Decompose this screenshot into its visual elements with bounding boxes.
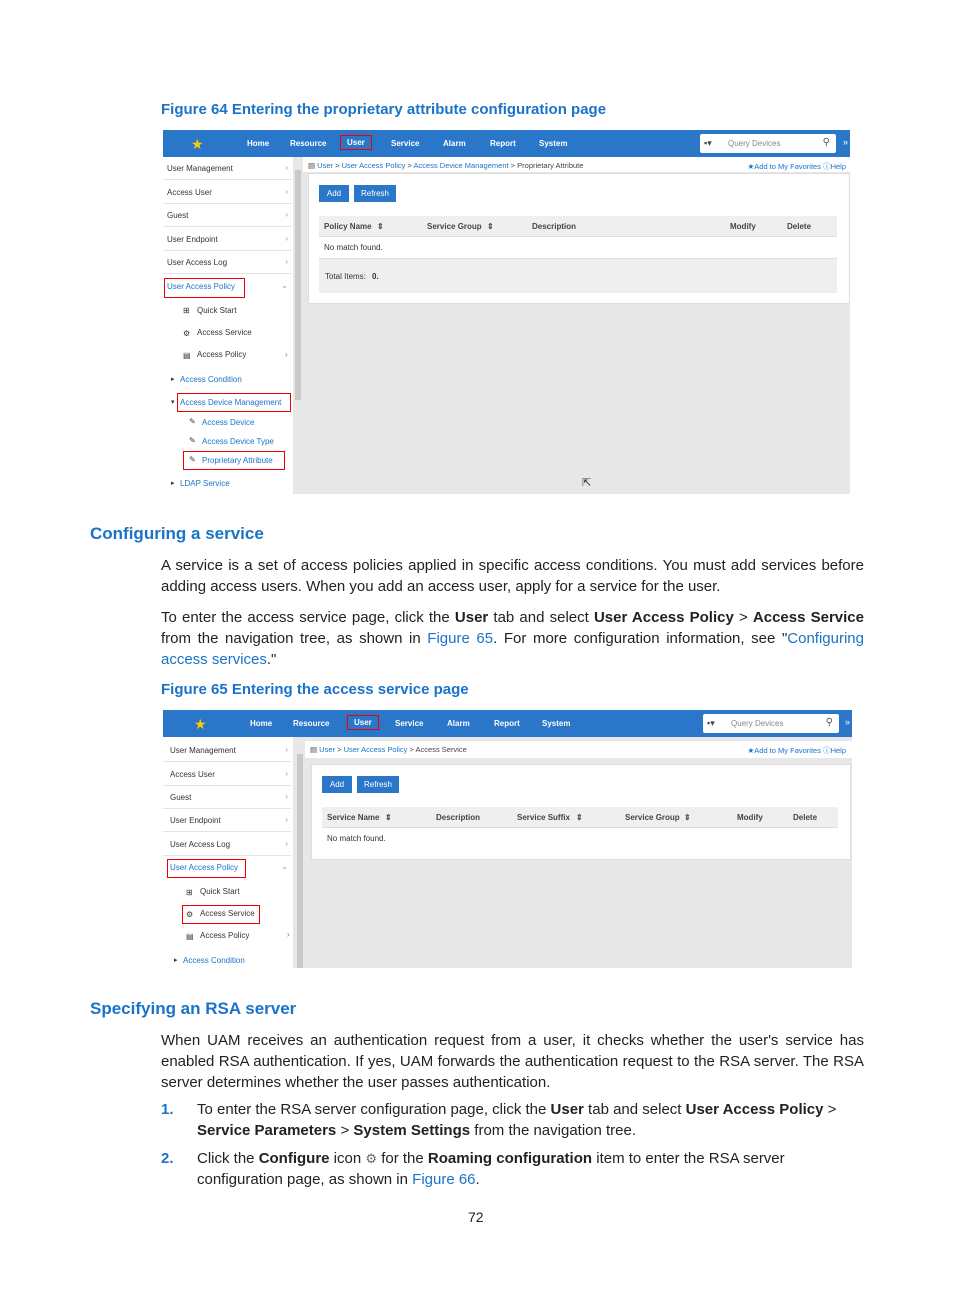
chevron-right-icon: › <box>285 745 288 754</box>
section-title-rsa-server: Specifying an RSA server <box>90 999 297 1018</box>
col-service-group[interactable]: Service Group <box>625 813 680 822</box>
chevron-right-icon: › <box>285 234 288 243</box>
tree-item-quick-start[interactable]: Quick Start <box>197 306 237 315</box>
text: from the navigation tree. <box>470 1122 637 1139</box>
chevron-right-icon: › <box>285 163 288 172</box>
query-devices-box[interactable] <box>703 714 839 733</box>
crumb-current: Proprietary Attribute <box>517 161 584 170</box>
sidebar <box>163 157 293 494</box>
access-service-icon: ⚙ <box>186 910 194 919</box>
figure-64-screenshot <box>163 130 850 494</box>
nav-resource[interactable]: Resource <box>290 139 327 148</box>
crumb-sep: > <box>337 745 342 754</box>
configure-gears-icon: ⚙ <box>365 1151 378 1166</box>
text: To enter the access service page, click the <box>161 609 455 626</box>
tree-item-access-condition[interactable]: Access Condition <box>180 375 242 384</box>
sort-icon[interactable]: ⇕ <box>385 813 392 822</box>
refresh-button[interactable]: Refresh <box>354 185 396 202</box>
tree-item-access-policy[interactable]: Access Policy <box>200 931 250 940</box>
device-filter-icon[interactable]: ▪▾ <box>704 138 712 148</box>
sidebar-label: Access User <box>167 188 212 197</box>
tree-item-quick-start[interactable]: Quick Start <box>200 887 240 896</box>
col-description: Description <box>436 813 481 822</box>
breadcrumb-bar <box>305 741 852 758</box>
nav-service[interactable]: Service <box>391 139 420 148</box>
device-filter-icon[interactable]: ▪▾ <box>707 718 715 728</box>
sidebar-item-user-access-log[interactable] <box>163 833 291 856</box>
add-favorites-link[interactable]: Add to My Favorites <box>754 746 821 755</box>
no-match-text: No match found. <box>324 243 383 252</box>
sidebar-label: Guest <box>167 211 189 220</box>
text: ." <box>266 651 277 668</box>
content-panel <box>311 764 851 860</box>
tree-item-proprietary-attribute[interactable]: Proprietary Attribute <box>202 456 273 465</box>
nav-user[interactable]: User <box>340 135 372 150</box>
figure-64-caption: Figure 64 Entering the proprietary attribute configuration page <box>161 101 607 118</box>
top-nav-bar <box>163 710 852 737</box>
no-match-text: No match found. <box>327 834 386 843</box>
tree-item-ldap-service[interactable]: LDAP Service <box>180 479 230 488</box>
chevron-right-icon: › <box>285 792 288 801</box>
crumb-user[interactable]: User <box>319 745 336 754</box>
crumb-sep: > <box>407 161 412 170</box>
nav-system[interactable]: System <box>542 719 571 728</box>
tree-item-access-device-type[interactable]: Access Device Type <box>202 437 274 446</box>
content-panel <box>308 173 850 304</box>
chevron-right-icon: › <box>287 930 290 939</box>
text: . <box>475 1171 480 1188</box>
access-policy-icon: ▤ <box>186 932 194 941</box>
tree-item-access-policy[interactable]: Access Policy <box>197 350 247 359</box>
add-button[interactable]: Add <box>319 185 349 202</box>
table-header <box>319 216 837 237</box>
nav-home[interactable]: Home <box>247 139 270 148</box>
paragraph-rsa-description: When UAM receives an authentication request from a user, it checks whether the user's service has enabled RSA authentication. If yes, UAM forwards the authentication request to the RSA server. The RSA server determines whether the user passes authentication. <box>161 1032 864 1091</box>
bold-text: User <box>454 609 489 626</box>
sidebar-label: User Access Log <box>170 840 231 849</box>
highlight-box <box>177 393 291 412</box>
quick-start-icon: ⊞ <box>183 306 190 315</box>
bold-text: Configure <box>258 1150 330 1167</box>
chevron-down-icon: ⌄ <box>281 281 288 290</box>
table-footer <box>319 258 837 293</box>
col-delete: Delete <box>793 813 818 822</box>
query-input[interactable]: Query Devices <box>728 139 781 148</box>
query-devices-box[interactable] <box>700 134 836 153</box>
tree-item-access-device[interactable]: Access Device <box>202 418 255 427</box>
breadcrumb <box>308 161 583 170</box>
chevron-down-icon: ⌄ <box>281 862 288 871</box>
highlight-box <box>183 451 285 470</box>
edit-icon: ✎ <box>189 455 196 464</box>
nav-home[interactable]: Home <box>250 719 273 728</box>
highlight-box <box>164 278 245 298</box>
sidebar-label: User Access Log <box>167 258 228 267</box>
text: tab and select <box>488 609 594 626</box>
crumb-user-access-policy[interactable]: User Access Policy <box>343 745 408 754</box>
nav-report[interactable]: Report <box>490 139 516 148</box>
chevron-right-icon: › <box>285 839 288 848</box>
col-policy-name[interactable]: Policy Name <box>324 222 372 231</box>
sidebar-label: User Endpoint <box>170 816 221 825</box>
add-favorites-link[interactable]: Add to My Favorites <box>754 162 821 171</box>
expand-icon[interactable]: » <box>842 137 848 147</box>
sidebar-scrollbar[interactable] <box>297 754 303 968</box>
sort-icon[interactable]: ⇕ <box>377 222 384 231</box>
nav-report[interactable]: Report <box>494 719 520 728</box>
bold-text: User Access Policy <box>685 1101 824 1118</box>
text: Click the <box>197 1150 259 1167</box>
text: > <box>823 1101 837 1118</box>
bold-text: User <box>550 1101 584 1118</box>
sidebar-label: User Endpoint <box>167 235 218 244</box>
chevron-right-icon: › <box>285 257 288 266</box>
star-icon[interactable]: ★ <box>191 136 204 152</box>
sidebar <box>163 737 293 968</box>
col-service-name[interactable]: Service Name <box>327 813 380 822</box>
quick-start-icon: ⊞ <box>186 888 193 897</box>
crumb-current: Access Service <box>415 745 467 754</box>
expand-arrow-icon[interactable]: ▸ <box>174 957 178 964</box>
sort-icon[interactable]: ⇕ <box>487 222 494 231</box>
paragraph-service-definition: A service is a set of access policies applied in specific access conditions. You must add services before adding access users. When you add an access user, apply for a service for the user. <box>161 557 864 595</box>
text: . For more configuration information, see " <box>493 630 788 647</box>
bold-text: System Settings <box>353 1122 471 1139</box>
chevron-right-icon: › <box>285 187 288 196</box>
add-button[interactable]: Add <box>322 776 352 793</box>
star-icon[interactable]: ★ <box>194 716 207 732</box>
expand-arrow-icon[interactable]: ▸ <box>171 480 175 487</box>
favorites-help <box>748 745 846 756</box>
text: item to enter the RSA server configuration page, as shown in <box>197 1150 785 1188</box>
link-figure-66[interactable]: Figure 66 <box>412 1171 476 1188</box>
bold-text: Service Parameters <box>197 1122 337 1139</box>
nav-user[interactable]: User <box>347 715 379 730</box>
step-1-number: 1. <box>161 1101 174 1118</box>
chevron-right-icon: › <box>285 769 288 778</box>
tree-item-access-service[interactable]: Access Service <box>200 909 255 918</box>
crumb-user-access-policy[interactable]: User Access Policy <box>341 161 406 170</box>
sidebar-label: User Management <box>170 746 236 755</box>
crumb-sep: > <box>335 161 340 170</box>
collapse-arrow-icon[interactable]: ▾ <box>171 399 175 406</box>
tree-item-access-condition[interactable]: Access Condition <box>183 956 245 965</box>
crumb-sep: > <box>409 745 414 754</box>
page-number: 72 <box>468 1209 484 1225</box>
sort-icon[interactable]: ⇕ <box>576 813 583 822</box>
step-2-number: 2. <box>161 1150 174 1167</box>
crumb-sep: > <box>510 161 516 170</box>
text: > <box>733 609 753 626</box>
search-icon[interactable]: ⚲ <box>822 137 830 148</box>
bold-text: User Access Policy <box>593 609 734 626</box>
sidebar-item-user-management[interactable] <box>163 157 291 180</box>
section-title-configuring-service: Configuring a service <box>90 524 264 543</box>
text: from the navigation tree, as shown in <box>161 630 428 647</box>
table-header <box>322 807 838 828</box>
total-items-value: 0. <box>372 272 379 281</box>
nav-alarm[interactable]: Alarm <box>447 719 470 728</box>
sidebar-item-guest[interactable] <box>163 786 291 809</box>
edit-icon: ✎ <box>189 417 196 426</box>
breadcrumb-icon: ▤ <box>308 161 318 170</box>
refresh-button[interactable]: Refresh <box>357 776 399 793</box>
access-policy-icon: ▤ <box>183 351 191 360</box>
sidebar-label: User Access Policy <box>170 863 239 872</box>
text: tab and select <box>583 1101 686 1118</box>
nav-system[interactable]: System <box>539 139 568 148</box>
sidebar-item-access-user[interactable] <box>163 763 291 786</box>
bold-text: Roaming configuration <box>427 1150 593 1167</box>
access-service-icon: ⚙ <box>183 329 191 338</box>
text: for the <box>377 1150 428 1167</box>
sidebar-item-user-endpoint[interactable] <box>163 809 291 832</box>
breadcrumb <box>310 745 467 754</box>
col-service-group[interactable]: Service Group <box>427 222 482 231</box>
help-icon: ⓘ <box>823 746 831 755</box>
crumb-access-device-management[interactable]: Access Device Management <box>413 161 509 170</box>
figure-65-caption: Figure 65 Entering the access service page <box>161 681 469 698</box>
nav-service[interactable]: Service <box>395 719 424 728</box>
highlight-box <box>182 905 260 924</box>
help-link[interactable]: Help <box>830 746 846 755</box>
query-input[interactable]: Query Devices <box>731 719 784 728</box>
breadcrumb-icon: ▤ <box>310 745 320 754</box>
highlight-box <box>167 859 246 878</box>
col-service-suffix[interactable]: Service Suffix <box>517 813 570 822</box>
link-figure-65[interactable]: Figure 65 <box>427 630 494 647</box>
chevron-right-icon: › <box>285 815 288 824</box>
help-icon: ⓘ <box>823 162 831 171</box>
sidebar-label: User Management <box>167 164 233 173</box>
expand-arrow-icon[interactable]: ▸ <box>171 376 175 383</box>
text: icon <box>329 1150 366 1167</box>
sidebar-item-access-user[interactable] <box>163 181 291 204</box>
sidebar-item-user-management[interactable] <box>163 739 291 762</box>
step-1-text <box>197 1099 864 1141</box>
sidebar-item-user-endpoint[interactable] <box>163 228 291 251</box>
top-nav-bar <box>163 130 850 157</box>
col-modify: Modify <box>730 222 756 231</box>
nav-alarm[interactable]: Alarm <box>443 139 466 148</box>
total-items-label: Total Items: <box>325 272 366 281</box>
favorites-icon: ★ <box>747 162 755 171</box>
search-icon[interactable]: ⚲ <box>825 717 833 728</box>
col-delete: Delete <box>787 222 812 231</box>
text: > <box>336 1122 354 1139</box>
text: To enter the RSA server configuration page, click the <box>197 1101 551 1118</box>
tree-item-access-device-management[interactable]: Access Device Management <box>180 398 282 407</box>
chevron-right-icon: › <box>285 210 288 219</box>
expand-icon[interactable]: » <box>844 717 850 727</box>
breadcrumb-bar <box>303 157 850 172</box>
link-configuring-access-services[interactable]: Configuring access services <box>161 630 864 668</box>
favorites-help <box>748 161 846 172</box>
paragraph-enter-access-service <box>161 607 864 670</box>
sidebar-label: User Access Policy <box>167 282 236 291</box>
col-description: Description <box>532 222 577 231</box>
help-link[interactable]: Help <box>830 162 846 171</box>
tree-item-access-service[interactable]: Access Service <box>197 328 252 337</box>
col-modify: Modify <box>737 813 763 822</box>
sidebar-label: Guest <box>170 793 192 802</box>
crumb-user[interactable]: User <box>317 161 334 170</box>
mouse-cursor-icon: ⇱ <box>582 477 592 489</box>
sidebar-item-guest[interactable] <box>163 204 291 227</box>
bold-text: Access Service <box>752 609 864 626</box>
figure-65-screenshot <box>163 710 852 968</box>
edit-icon: ✎ <box>189 436 196 445</box>
sidebar-item-user-access-log[interactable] <box>163 251 291 274</box>
sidebar-label: Access User <box>170 770 215 779</box>
step-2-text <box>197 1148 864 1190</box>
favorites-icon: ★ <box>747 746 755 755</box>
sort-icon[interactable]: ⇕ <box>684 813 691 822</box>
chevron-right-icon: › <box>285 350 288 359</box>
nav-resource[interactable]: Resource <box>293 719 330 728</box>
sidebar-scrollbar[interactable] <box>295 170 301 400</box>
